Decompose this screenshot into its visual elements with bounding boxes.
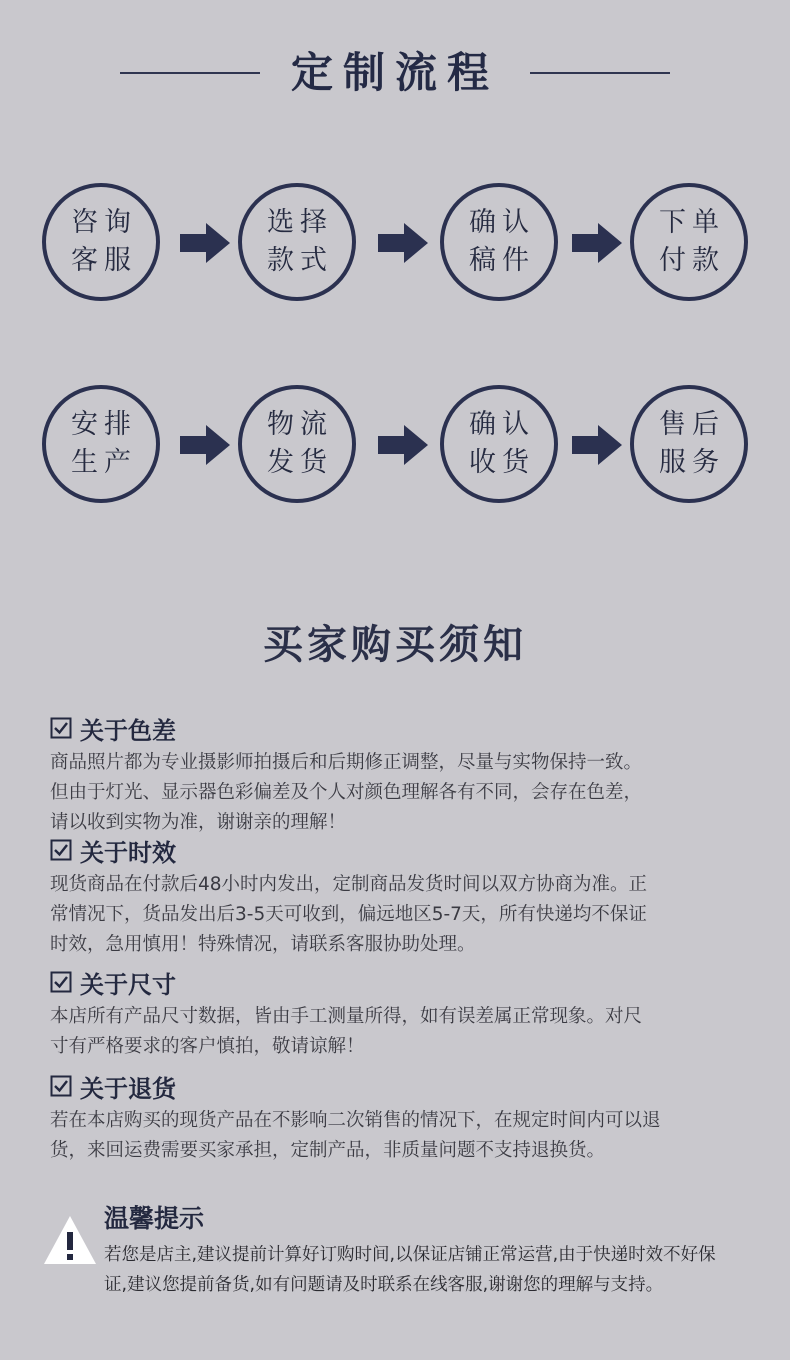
arrow-right-icon (378, 425, 428, 465)
arrow-right-icon (180, 223, 230, 263)
flow-step-line: 客服 (71, 245, 137, 276)
checkbox-checked-icon (50, 1075, 72, 1097)
flow-step-line: 付款 (659, 245, 725, 276)
flow-step-line: 发货 (267, 447, 333, 478)
section-body (50, 748, 750, 838)
section-line: 时效，急用慎用！特殊情况，请联系客服协助处理。 (50, 934, 476, 955)
notice-title: 买家购买须知 (263, 622, 527, 668)
section-line: 但由于灯光、显示器色彩偏差及个人对颜色理解各有不同，会存在色差， (50, 782, 643, 803)
flow-step-line: 售后 (659, 409, 725, 440)
notice-section-color (50, 710, 750, 838)
process-title-row (0, 40, 790, 110)
section-body (50, 870, 750, 960)
flow-step-consult (42, 183, 160, 301)
flow-step-order-pay (630, 183, 748, 301)
section-heading-row (50, 964, 750, 1000)
checkbox-checked-icon (50, 839, 72, 861)
title-divider-right (530, 72, 670, 74)
notice-section-timeliness (50, 832, 750, 960)
arrow-right-icon (378, 223, 428, 263)
notice-section-size (50, 964, 750, 1062)
warm-tip (40, 1200, 780, 1320)
flow-row-1 (0, 183, 790, 313)
flow-step-line: 物流 (267, 409, 333, 440)
section-heading: 关于色差 (80, 716, 176, 745)
flow-step-line: 服务 (659, 447, 725, 478)
arrow-right-icon (572, 425, 622, 465)
flow-step-production (42, 385, 160, 503)
flow-step-line: 确认 (469, 207, 535, 238)
flow-step-line: 收货 (469, 447, 535, 478)
tip-line: 证,建议您提前备货,如有问题请及时联系在线客服,谢谢您的理解与支持。 (104, 1275, 664, 1295)
checkbox-checked-icon (50, 971, 72, 993)
warning-icon (42, 1214, 98, 1266)
section-line: 货，来回运费需要买家承担，定制产品，非质量问题不支持退换货。 (50, 1140, 606, 1161)
section-line: 寸有严格要求的客户慎拍，敬请谅解！ (50, 1036, 365, 1057)
section-heading-row (50, 1068, 750, 1104)
section-heading: 关于尺寸 (80, 970, 176, 999)
flow-step-confirm-draft (440, 183, 558, 301)
section-body (50, 1002, 750, 1062)
flow-step-line: 稿件 (469, 245, 535, 276)
tip-body (104, 1240, 784, 1300)
section-heading: 关于时效 (80, 838, 176, 867)
flow-step-line: 选择 (267, 207, 333, 238)
section-heading-row (50, 832, 750, 868)
section-line: 常情况下，货品发出后3-5天可收到，偏远地区5-7天，所有快递均不保证 (50, 904, 647, 925)
section-line: 请以收到实物为准，谢谢亲的理解！ (50, 812, 347, 833)
title-divider-left (120, 72, 260, 74)
tip-line: 若您是店主,建议提前计算好订购时间,以保证店铺正常运营,由于快递时效不好保 (104, 1245, 716, 1265)
flow-step-line: 确认 (469, 409, 535, 440)
section-heading: 关于退货 (80, 1074, 176, 1103)
tip-title: 温馨提示 (104, 1204, 205, 1233)
flow-step-line: 生产 (71, 447, 137, 478)
flow-row-2 (0, 385, 790, 515)
process-title: 定制流程 (290, 48, 499, 97)
section-line: 本店所有产品尺寸数据，皆由手工测量所得，如有误差属正常现象。对尺 (50, 1006, 643, 1027)
section-line: 现货商品在付款后48小时内发出，定制商品发货时间以双方协商为准。正 (50, 874, 648, 895)
section-line: 商品照片都为专业摄影师拍摄后和后期修正调整，尽量与实物保持一致。 (50, 752, 643, 773)
flow-step-line: 咨询 (71, 207, 137, 238)
section-line: 若在本店购买的现货产品在不影响二次销售的情况下，在规定时间内可以退 (50, 1110, 661, 1131)
notice-section-returns (50, 1068, 750, 1166)
checkbox-checked-icon (50, 717, 72, 739)
flow-step-shipping (238, 385, 356, 503)
section-body (50, 1106, 750, 1166)
flow-step-line: 款式 (267, 245, 333, 276)
flow-step-confirm-receipt (440, 385, 558, 503)
flow-step-line: 安排 (71, 409, 137, 440)
section-heading-row (50, 710, 750, 746)
arrow-right-icon (180, 425, 230, 465)
flow-step-line: 下单 (659, 207, 725, 238)
flow-step-after-sales (630, 385, 748, 503)
flow-step-select-style (238, 183, 356, 301)
arrow-right-icon (572, 223, 622, 263)
